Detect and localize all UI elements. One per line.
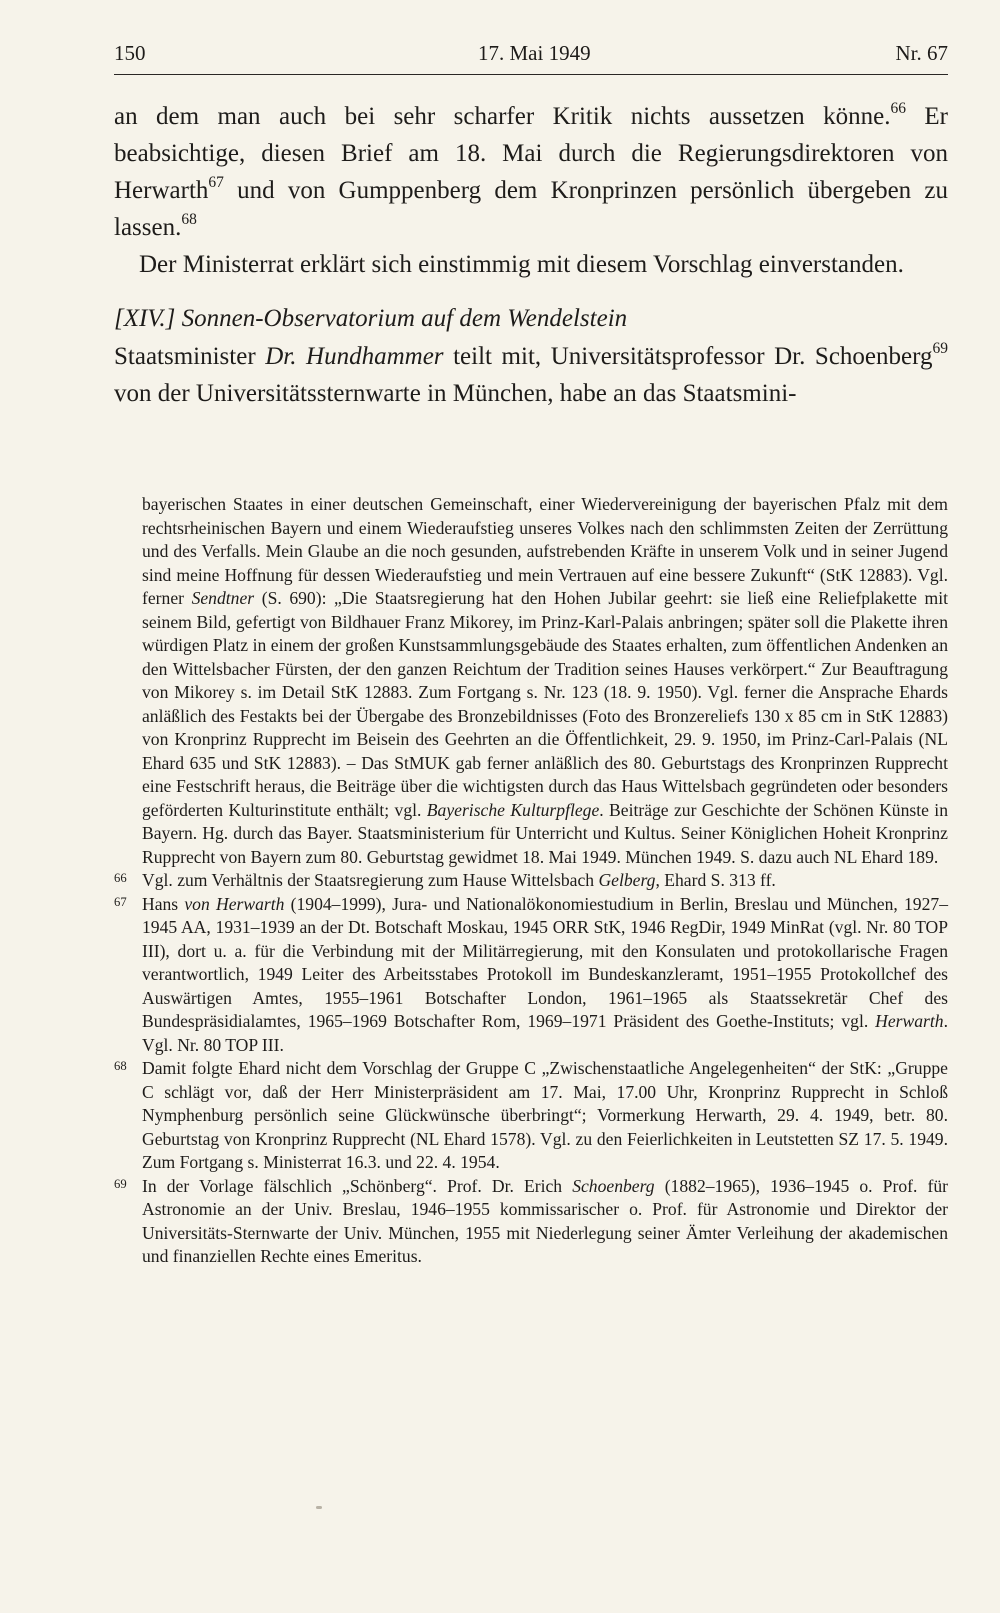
header-date: 17. Mai 1949 — [478, 41, 591, 65]
paragraph-2: Der Ministerrat erklärt sich einstimmig mit diesem Vorschlag einverstanden. — [139, 251, 904, 278]
running-header — [114, 40, 948, 75]
footnote-number: 69 — [114, 1176, 127, 1191]
page-number: 150 — [114, 41, 146, 65]
footnote-69: 69 In der Vorlage fälschlich „Schönberg“. Prof. Dr. Erich Schoenberg (1882–1965), 1936–1945 o. Prof. für Astronomie an der Univ. Breslau, 1946–1955 kommissarischer o. Prof. für Astronomie und Direktor der Universitäts-Sternwarte der Univ. München, 1955 mit Niederlegung seiner Ämter Verleihung der akademischen und finanziellen Rechte eines Emeritus. — [114, 1175, 948, 1266]
paper-speck — [316, 1506, 322, 1509]
paragraph-3: Staatsminister Dr. Hundhammer teilt mit, Universitätsprofessor Dr. Schoenberg$^{69}$ von der Universitätssternwarte in München, habe an das Staatsmini- — [114, 339, 948, 407]
footnote-ref-67: 67 — [208, 173, 224, 191]
section-heading: [XIV.] Sonnen-Observatorium auf dem Wendelstein — [114, 305, 628, 332]
footnote-number: 68 — [114, 1059, 127, 1073]
footnotes — [114, 493, 948, 1269]
footnote-68: 68 Damit folgte Ehard nicht dem Vorschlag der Gruppe C „Zwischenstaatliche Angelegenheiten“ der StK: „Gruppe C schlägt vor, daß der Herr Ministerpräsident am 17. Mai, 17.00 Uhr, Kronprinz Rupprecht in Schloß Nymphenburg persönlich seine Glückwünsche überbringt“; Vormerkung Herwarth, 29. 4. 1949, betr. 80. Geburtstag von Kronprinz Rupprecht (NL Ehard 1578). Vgl. zu den Feierlichkeiten in Leutstetten SZ 17. 5. 1949. Zum Fortgang s. Ministerrat 16.3. und 22. 4. 1954. — [114, 1058, 948, 1172]
protocol-number: Nr. 67 — [895, 41, 948, 65]
footnote-ref-69: 69 — [932, 339, 948, 357]
footnote-number: 67 — [114, 894, 127, 909]
footnote-66: 66 Vgl. zum Verhältnis der Staatsregierung zum Hause Wittelsbach Gelberg, Ehard S. 313 ff. — [114, 870, 776, 890]
footnote-ref-66: 66 — [890, 99, 906, 117]
main-text — [114, 98, 948, 412]
footnote-ref-68: 68 — [181, 210, 197, 228]
footnote-number: 66 — [114, 871, 127, 885]
footnote-67: 67 Hans von Herwarth (1904–1999), Jura- und Nationalökonomiestudium in Berlin, Breslau und München, 1927–1945 AA, 1931–1939 an der Dt. Botschaft Moskau, 1945 ORR StK, 1946 RegDir, 1949 MinRat (vgl. Nr. 80 TOP III), dort u. a. für die Verbindung mit der Militärregierung, mit den Konsulaten und protokollarische Fragen verantwortlich, 1949 Leiter des Arbeitsstabes Protokoll im Bundeskanzleramt, 1951–1955 Protokollchef des Auswärtigen Amtes, 1955–1961 Botschafter London, 1961–1965 als Staatssekretär Chef des Bundespräsidialamtes, 1965–1969 Botschafter Rom, 1969–1971 Präsident des Goethe-Instituts; vgl. Herwarth. Vgl. Nr. 80 TOP III. — [114, 893, 948, 1055]
minister-name: Dr. Hundhammer — [265, 343, 444, 370]
paragraph-1: an dem man auch bei sehr scharfer Kritik nichts aussetzen könne.$^{66}$ Er beabsichtige, diesen Brief am 18. Mai durch die Regierungsdirektoren von Herwarth$^{67}$ und von Gumppenberg dem Kronprinzen persönlich übergeben zu lassen.$^{68}$ — [114, 99, 948, 241]
footnote-continuation: bayerischen Staates in einer deutschen Gemeinschaft, einer Wiedervereinigung der bayerischen Pfalz mit dem rechtsrheinischen Bayern und einem Wiederaufstieg unseres Volkes nach den schlimmsten Zeiten der Zerrüttung und des Verfalls. Mein Glaube an die noch gesunden, aufstrebenden Kräfte in unserem Volk und in seiner Jugend sind meine Hoffnung für dessen Wiederaufstieg und mein Vertrauen auf eine bessere Zukunft“ (StK 12883). Vgl. ferner Sendtner (S. 690): „Die Staatsregierung hat den Hohen Jubilar geehrt: sie ließ eine Reliefplakette mit seinem Bild, gefertigt von Bildhauer Franz Mikorey, im Prinz-Karl-Palais anbringen; später soll die Plakette ihren würdigen Platz in einem der großen Kunstsammlungsgebäude des Staates erhalten, zum öffentlichen Andenken an den Wittelsbacher Fürsten, der den ganzen Reichtum der Tradition seines Hauses verkörpert.“ Zur Beauftragung von Mikorey s. im Detail StK 12883. Zum Fortgang s. Nr. 123 (18. 9. 1950). Vgl. ferner die Ansprache Ehards anläßlich des Festakts bei der Übergabe des Bronzebildnisses (Foto des Bronzereliefs 130 x 85 cm in StK 12883) von Kronprinz Rupprecht im Beisein des Geehrten an die Öffentlichkeit, 29. 9. 1950, im Prinz-Carl-Palais (NL Ehard 635 und StK 12883). – Das StMUK gab ferner anläßlich des 80. Geburtstags des Kronprinzen Rupprecht eine Festschrift heraus, die Beiträge über die wichtigsten durch das Haus Wittelsbach gegründeten oder besonders geförderten Kulturinstitute enthält; vgl. Bayerische Kulturpflege. Beiträge zur Geschichte der Schönen Künste in Bayern. Hg. durch das Bayer. Staatsministerium für Unterricht und Kultus. Seiner Königlichen Hoheit Kronprinz Rupprecht von Bayern zum 80. Geburtstag gewidmet 18. Mai 1949. München 1949. S. dazu auch NL Ehard 189. — [142, 494, 948, 867]
